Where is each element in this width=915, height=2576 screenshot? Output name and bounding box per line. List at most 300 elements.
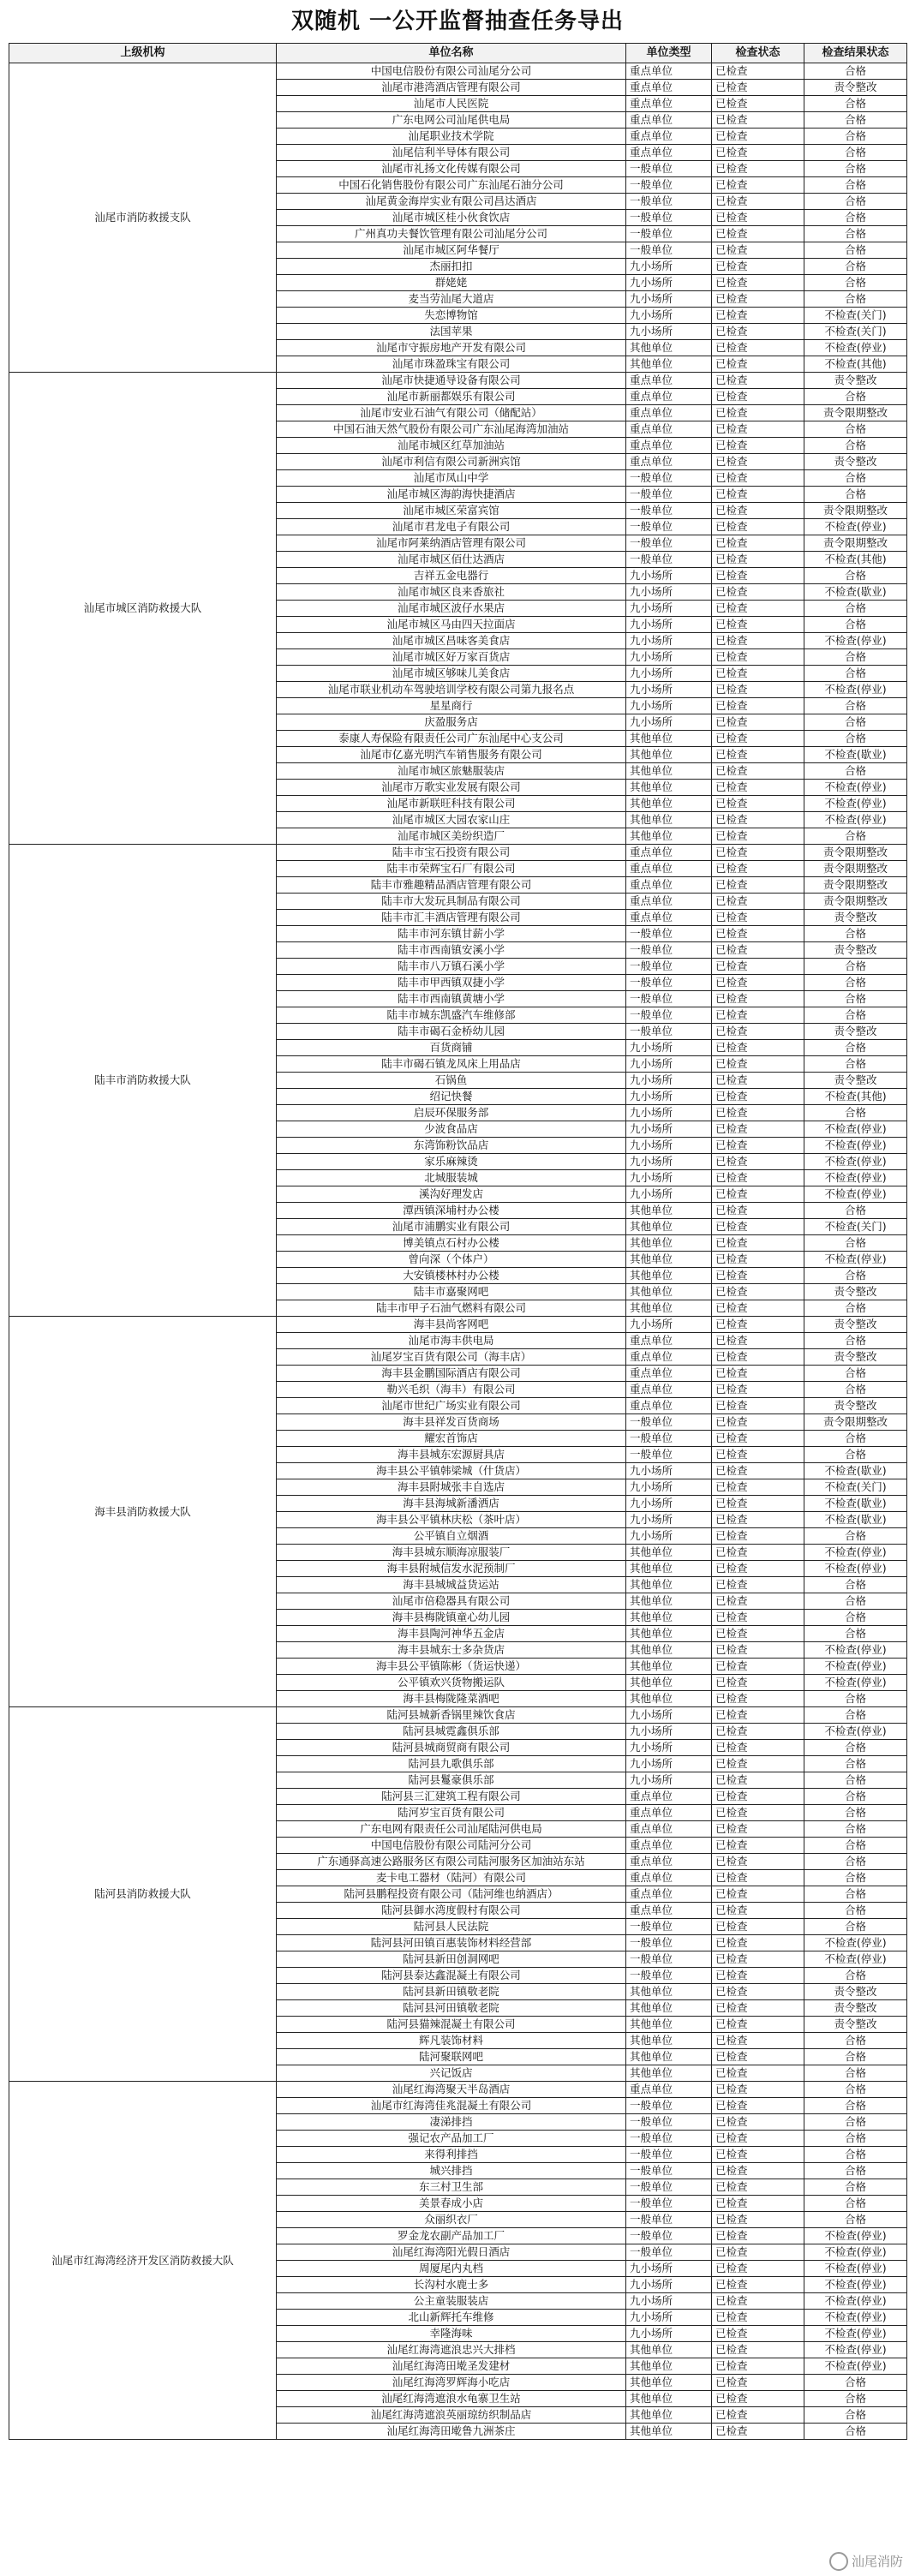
result-status-cell: 合格 xyxy=(804,129,907,145)
check-status-cell: 已检查 xyxy=(712,1317,804,1333)
unit-type-cell: 重点单位 xyxy=(626,1838,712,1854)
unit-type-cell: 一般单位 xyxy=(626,535,712,552)
unit-name-cell: 众丽织衣厂 xyxy=(277,2212,626,2228)
result-status-cell: 责令整改 xyxy=(804,1024,907,1040)
check-status-cell: 已检查 xyxy=(712,226,804,242)
result-status-cell: 不检查(停业) xyxy=(804,1545,907,1561)
unit-type-cell: 其他单位 xyxy=(626,812,712,828)
unit-type-cell: 九小场所 xyxy=(626,682,712,698)
unit-type-cell: 重点单位 xyxy=(626,63,712,80)
result-status-cell: 合格 xyxy=(804,2163,907,2179)
check-status-cell: 已检查 xyxy=(712,405,804,421)
result-status-cell: 合格 xyxy=(804,1919,907,1935)
result-status-cell: 合格 xyxy=(804,1056,907,1073)
unit-type-cell: 九小场所 xyxy=(626,1707,712,1724)
check-status-cell: 已检查 xyxy=(712,2326,804,2342)
unit-type-cell: 其他单位 xyxy=(626,2407,712,2424)
result-status-cell: 责令整改 xyxy=(804,1349,907,1366)
unit-type-cell: 九小场所 xyxy=(626,324,712,340)
check-status-cell: 已检查 xyxy=(712,1675,804,1691)
check-status-cell: 已检查 xyxy=(712,666,804,682)
unit-name-cell: 北城服装城 xyxy=(277,1170,626,1186)
check-status-cell: 已检查 xyxy=(712,584,804,601)
check-status-cell: 已检查 xyxy=(712,1561,804,1577)
unit-name-cell: 海丰县城东士多杂货店 xyxy=(277,1642,626,1659)
check-status-cell: 已检查 xyxy=(712,2391,804,2407)
result-status-cell: 合格 xyxy=(804,177,907,194)
table-row xyxy=(9,845,907,861)
unit-type-cell: 一般单位 xyxy=(626,1431,712,1447)
result-status-cell: 合格 xyxy=(804,568,907,584)
unit-name-cell: 潭西镇深埔村办公楼 xyxy=(277,1203,626,1219)
check-status-cell: 已检查 xyxy=(712,421,804,438)
unit-type-cell: 一般单位 xyxy=(626,942,712,959)
check-status-cell: 已检查 xyxy=(712,1577,804,1593)
result-status-cell: 不检查(停业) xyxy=(804,633,907,649)
unit-type-cell: 一般单位 xyxy=(626,2131,712,2147)
result-status-cell: 责令限期整改 xyxy=(804,535,907,552)
unit-type-cell: 其他单位 xyxy=(626,763,712,780)
result-status-cell: 合格 xyxy=(804,2131,907,2147)
result-status-cell: 合格 xyxy=(804,470,907,487)
unit-name-cell: 汕尾市万歌实业发展有限公司 xyxy=(277,780,626,796)
unit-name-cell: 星星商行 xyxy=(277,698,626,714)
result-status-cell: 合格 xyxy=(804,2212,907,2228)
result-status-cell: 不检查(停业) xyxy=(804,2277,907,2293)
unit-name-cell: 辉凡装饰材料 xyxy=(277,2033,626,2049)
check-status-cell: 已检查 xyxy=(712,1431,804,1447)
result-status-cell: 合格 xyxy=(804,487,907,503)
unit-name-cell: 海丰县城东顺海凉服装厂 xyxy=(277,1545,626,1561)
check-status-cell: 已检查 xyxy=(712,1284,804,1300)
unit-name-cell: 陆丰市大发玩具制品有限公司 xyxy=(277,894,626,910)
unit-name-cell: 汕尾市新丽都娱乐有限公司 xyxy=(277,389,626,405)
check-status-cell: 已检查 xyxy=(712,1772,804,1789)
result-status-cell: 合格 xyxy=(804,666,907,682)
unit-type-cell: 重点单位 xyxy=(626,112,712,129)
check-status-cell: 已检查 xyxy=(712,291,804,308)
check-status-cell: 已检查 xyxy=(712,96,804,112)
result-status-cell: 合格 xyxy=(804,1903,907,1919)
result-status-cell: 合格 xyxy=(804,1382,907,1398)
check-status-cell: 已检查 xyxy=(712,2358,804,2375)
unit-type-cell: 九小场所 xyxy=(626,1121,712,1138)
unit-type-cell: 重点单位 xyxy=(626,1366,712,1382)
check-status-cell: 已检查 xyxy=(712,275,804,291)
unit-name-cell: 汕尾市城区美纷织造厂 xyxy=(277,828,626,845)
check-status-cell: 已检查 xyxy=(712,877,804,894)
unit-name-cell: 陆河县鹏程投资有限公司（陆河维也纳酒店） xyxy=(277,1886,626,1903)
unit-name-cell: 陆丰市八万镇石溪小学 xyxy=(277,959,626,975)
check-status-cell: 已检查 xyxy=(712,2098,804,2114)
result-status-cell: 不检查(停业) xyxy=(804,1154,907,1170)
result-status-cell: 不检查(其他) xyxy=(804,552,907,568)
unit-type-cell: 一般单位 xyxy=(626,194,712,210)
unit-name-cell: 海丰县城东宏源厨具店 xyxy=(277,1447,626,1463)
unit-type-cell: 其他单位 xyxy=(626,2017,712,2033)
unit-name-cell: 罗金龙农副产品加工厂 xyxy=(277,2228,626,2244)
unit-type-cell: 重点单位 xyxy=(626,454,712,470)
unit-name-cell: 博美镇点石村办公楼 xyxy=(277,1235,626,1252)
unit-type-cell: 重点单位 xyxy=(626,910,712,926)
unit-name-cell: 汕尾市城区好万家百货店 xyxy=(277,649,626,666)
check-status-cell: 已检查 xyxy=(712,259,804,275)
result-status-cell: 合格 xyxy=(804,1593,907,1610)
task-table xyxy=(9,43,907,2440)
check-status-cell: 已检查 xyxy=(712,438,804,454)
check-status-cell: 已检查 xyxy=(712,1724,804,1740)
header-row xyxy=(9,44,907,63)
unit-name-cell: 海丰县附城信发水泥预制厂 xyxy=(277,1561,626,1577)
result-status-cell: 合格 xyxy=(804,1805,907,1821)
unit-name-cell: 汕尾市阿莱纳酒店管理有限公司 xyxy=(277,535,626,552)
unit-name-cell: 失恋博物馆 xyxy=(277,308,626,324)
unit-type-cell: 一般单位 xyxy=(626,242,712,259)
check-status-cell: 已检查 xyxy=(712,747,804,763)
result-status-cell: 合格 xyxy=(804,1821,907,1838)
unit-type-cell: 九小场所 xyxy=(626,1740,712,1756)
result-status-cell: 责令整改 xyxy=(804,80,907,96)
unit-name-cell: 陆丰市西南镇黄塘小学 xyxy=(277,991,626,1007)
result-status-cell: 合格 xyxy=(804,2407,907,2424)
result-status-cell: 责令整改 xyxy=(804,1398,907,1414)
check-status-cell: 已检查 xyxy=(712,2407,804,2424)
unit-type-cell: 九小场所 xyxy=(626,633,712,649)
unit-type-cell: 一般单位 xyxy=(626,2179,712,2196)
check-status-cell: 已检查 xyxy=(712,1626,804,1642)
check-status-cell: 已检查 xyxy=(712,1235,804,1252)
unit-name-cell: 东三村卫生部 xyxy=(277,2179,626,2196)
check-status-cell: 已检查 xyxy=(712,1024,804,1040)
unit-name-cell: 海丰县城城益货运站 xyxy=(277,1577,626,1593)
result-status-cell: 合格 xyxy=(804,242,907,259)
check-status-cell: 已检查 xyxy=(712,1040,804,1056)
unit-name-cell: 兴记饭店 xyxy=(277,2065,626,2082)
unit-type-cell: 其他单位 xyxy=(626,747,712,763)
unit-name-cell: 汕尾市新联旺科技有限公司 xyxy=(277,796,626,812)
unit-name-cell: 陆河县城新香锅里辣饮食店 xyxy=(277,1707,626,1724)
unit-type-cell: 重点单位 xyxy=(626,1349,712,1366)
unit-type-cell: 其他单位 xyxy=(626,2049,712,2065)
unit-name-cell: 陆河县城霓鑫俱乐部 xyxy=(277,1724,626,1740)
unit-name-cell: 陆丰市西南镇安溪小学 xyxy=(277,942,626,959)
check-status-cell: 已检查 xyxy=(712,308,804,324)
check-status-cell: 已检查 xyxy=(712,112,804,129)
result-status-cell: 合格 xyxy=(804,828,907,845)
check-status-cell: 已检查 xyxy=(712,519,804,535)
unit-name-cell: 陆河县人民法院 xyxy=(277,1919,626,1935)
unit-type-cell: 重点单位 xyxy=(626,96,712,112)
check-status-cell: 已检查 xyxy=(712,2212,804,2228)
result-status-cell: 不检查(停业) xyxy=(804,1138,907,1154)
unit-type-cell: 重点单位 xyxy=(626,845,712,861)
unit-name-cell: 陆丰市嘉聚网吧 xyxy=(277,1284,626,1300)
unit-name-cell: 陆河县鬘豪俱乐部 xyxy=(277,1772,626,1789)
check-status-cell: 已检查 xyxy=(712,861,804,877)
unit-name-cell: 群姥姥 xyxy=(277,275,626,291)
unit-type-cell: 重点单位 xyxy=(626,1789,712,1805)
check-status-cell: 已检查 xyxy=(712,1545,804,1561)
unit-name-cell: 北山新辉托车维修 xyxy=(277,2310,626,2326)
unit-type-cell: 一般单位 xyxy=(626,1951,712,1968)
unit-type-cell: 重点单位 xyxy=(626,1333,712,1349)
result-status-cell: 合格 xyxy=(804,2098,907,2114)
unit-name-cell: 汕尾市红海湾佳兆混凝土有限公司 xyxy=(277,2098,626,2114)
check-status-cell: 已检查 xyxy=(712,1886,804,1903)
check-status-cell: 已检查 xyxy=(712,845,804,861)
check-status-cell: 已检查 xyxy=(712,2277,804,2293)
unit-name-cell: 海丰县金鹏国际酒店有限公司 xyxy=(277,1366,626,1382)
result-status-cell: 不检查(停业) xyxy=(804,519,907,535)
check-status-cell: 已检查 xyxy=(712,617,804,633)
unit-name-cell: 汕尾市城区桂小伙食饮店 xyxy=(277,210,626,226)
unit-type-cell: 其他单位 xyxy=(626,340,712,356)
unit-name-cell: 海丰县祥发百货商场 xyxy=(277,1414,626,1431)
check-status-cell: 已检查 xyxy=(712,1512,804,1528)
unit-type-cell: 一般单位 xyxy=(626,1919,712,1935)
check-status-cell: 已检查 xyxy=(712,1756,804,1772)
unit-type-cell: 一般单位 xyxy=(626,161,712,177)
unit-type-cell: 九小场所 xyxy=(626,1170,712,1186)
result-status-cell: 合格 xyxy=(804,1707,907,1724)
unit-type-cell: 其他单位 xyxy=(626,796,712,812)
unit-name-cell: 海丰县尚客网吧 xyxy=(277,1317,626,1333)
check-status-cell: 已检查 xyxy=(712,2342,804,2358)
check-status-cell: 已检查 xyxy=(712,2424,804,2440)
result-status-cell: 不检查(停业) xyxy=(804,2326,907,2342)
unit-name-cell: 法国苹果 xyxy=(277,324,626,340)
result-status-cell: 合格 xyxy=(804,1577,907,1593)
result-status-cell: 不检查(停业) xyxy=(804,2293,907,2310)
unit-type-cell: 九小场所 xyxy=(626,1138,712,1154)
unit-type-cell: 一般单位 xyxy=(626,1414,712,1431)
result-status-cell: 责令整改 xyxy=(804,1317,907,1333)
result-status-cell: 责令限期整改 xyxy=(804,405,907,421)
unit-type-cell: 一般单位 xyxy=(626,1024,712,1040)
result-status-cell: 不检查(停业) xyxy=(804,2228,907,2244)
unit-type-cell: 九小场所 xyxy=(626,568,712,584)
check-status-cell: 已检查 xyxy=(712,2375,804,2391)
result-status-cell: 合格 xyxy=(804,210,907,226)
check-status-cell: 已检查 xyxy=(712,2163,804,2179)
unit-name-cell: 汕尾红海湾遮浪英丽琼纺织制品店 xyxy=(277,2407,626,2424)
result-status-cell: 合格 xyxy=(804,389,907,405)
unit-type-cell: 其他单位 xyxy=(626,1593,712,1610)
result-status-cell: 合格 xyxy=(804,714,907,731)
unit-name-cell: 麦当劳汕尾大道店 xyxy=(277,291,626,308)
result-status-cell: 不检查(停业) xyxy=(804,1561,907,1577)
check-status-cell: 已检查 xyxy=(712,2310,804,2326)
unit-type-cell: 其他单位 xyxy=(626,1203,712,1219)
parent-org-cell: 汕尾市消防救援支队 xyxy=(9,63,277,373)
unit-name-cell: 汕尾市城区马由四天拉面店 xyxy=(277,617,626,633)
result-status-cell: 责令限期整改 xyxy=(804,894,907,910)
unit-type-cell: 一般单位 xyxy=(626,2244,712,2261)
unit-name-cell: 汕尾市快捷通导设备有限公司 xyxy=(277,373,626,389)
check-status-cell: 已检查 xyxy=(712,1349,804,1366)
result-status-cell: 责令整改 xyxy=(804,1984,907,2000)
table-row xyxy=(9,1707,907,1724)
watermark-text: 汕尾消防 xyxy=(851,2553,903,2569)
unit-type-cell: 其他单位 xyxy=(626,1235,712,1252)
unit-type-cell: 九小场所 xyxy=(626,1528,712,1545)
unit-name-cell: 周厦尾内丸档 xyxy=(277,2261,626,2277)
unit-name-cell: 汕尾信利半导体有限公司 xyxy=(277,145,626,161)
unit-type-cell: 重点单位 xyxy=(626,1805,712,1821)
unit-name-cell: 陆丰市甲子石油气燃料有限公司 xyxy=(277,1300,626,1317)
result-status-cell: 责令整改 xyxy=(804,1073,907,1089)
unit-type-cell: 九小场所 xyxy=(626,1056,712,1073)
check-status-cell: 已检查 xyxy=(712,1073,804,1089)
check-status-cell: 已检查 xyxy=(712,2196,804,2212)
result-status-cell: 合格 xyxy=(804,438,907,454)
check-status-cell: 已检查 xyxy=(712,2244,804,2261)
check-status-cell: 已检查 xyxy=(712,1138,804,1154)
wechat-logo-icon xyxy=(829,2552,848,2571)
check-status-cell: 已检查 xyxy=(712,1170,804,1186)
result-status-cell: 合格 xyxy=(804,1528,907,1545)
result-status-cell: 合格 xyxy=(804,2049,907,2065)
result-status-cell: 不检查(其他) xyxy=(804,356,907,373)
unit-name-cell: 汕尾市利信有限公司新洲宾馆 xyxy=(277,454,626,470)
check-status-cell: 已检查 xyxy=(712,1382,804,1398)
result-status-cell: 责令限期整改 xyxy=(804,503,907,519)
unit-type-cell: 九小场所 xyxy=(626,1073,712,1089)
result-status-cell: 责令整改 xyxy=(804,454,907,470)
parent-org-cell: 陆河县消防救援大队 xyxy=(9,1707,277,2082)
unit-name-cell: 陆河岁宝百货有限公司 xyxy=(277,1805,626,1821)
check-status-cell: 已检查 xyxy=(712,2000,804,2017)
result-status-cell: 合格 xyxy=(804,2375,907,2391)
result-status-cell: 不检查(其他) xyxy=(804,1089,907,1105)
result-status-cell: 不检查(停业) xyxy=(804,1935,907,1951)
unit-type-cell: 其他单位 xyxy=(626,1675,712,1691)
result-status-cell: 不检查(停业) xyxy=(804,1642,907,1659)
result-status-cell: 合格 xyxy=(804,2033,907,2049)
result-status-cell: 不检查(停业) xyxy=(804,1675,907,1691)
check-status-cell: 已检查 xyxy=(712,2082,804,2098)
result-status-cell: 责令整改 xyxy=(804,1284,907,1300)
unit-type-cell: 一般单位 xyxy=(626,1447,712,1463)
unit-name-cell: 海丰县公平镇林庆松（茶叶店） xyxy=(277,1512,626,1528)
result-status-cell: 合格 xyxy=(804,1740,907,1756)
unit-name-cell: 吉祥五金电器行 xyxy=(277,568,626,584)
unit-name-cell: 中国石化销售股份有限公司广东汕尾石油分公司 xyxy=(277,177,626,194)
unit-name-cell: 海丰县海城新潘洒店 xyxy=(277,1496,626,1512)
result-status-cell: 合格 xyxy=(804,275,907,291)
unit-type-cell: 其他单位 xyxy=(626,1984,712,2000)
unit-name-cell: 中国电信股份有限公司陆河分公司 xyxy=(277,1838,626,1854)
result-status-cell: 合格 xyxy=(804,617,907,633)
check-status-cell: 已检查 xyxy=(712,145,804,161)
unit-name-cell: 陆河县泰达鑫混凝土有限公司 xyxy=(277,1968,626,1984)
check-status-cell: 已检查 xyxy=(712,601,804,617)
unit-type-cell: 其他单位 xyxy=(626,1300,712,1317)
unit-name-cell: 汕尾市亿嘉光明汽车销售服务有限公司 xyxy=(277,747,626,763)
check-status-cell: 已检查 xyxy=(712,1089,804,1105)
unit-type-cell: 其他单位 xyxy=(626,2358,712,2375)
result-status-cell: 合格 xyxy=(804,1203,907,1219)
check-status-cell: 已检查 xyxy=(712,242,804,259)
unit-name-cell: 海丰县梅陇隆菜酒吧 xyxy=(277,1691,626,1707)
unit-type-cell: 九小场所 xyxy=(626,714,712,731)
result-status-cell: 合格 xyxy=(804,194,907,210)
unit-type-cell: 一般单位 xyxy=(626,1007,712,1024)
check-status-cell: 已检查 xyxy=(712,828,804,845)
result-status-cell: 合格 xyxy=(804,1366,907,1382)
unit-name-cell: 汕尾红海湾遮浪水龟寨卫生站 xyxy=(277,2391,626,2407)
unit-name-cell: 公主童装服装店 xyxy=(277,2293,626,2310)
unit-type-cell: 其他单位 xyxy=(626,2033,712,2049)
result-status-cell: 合格 xyxy=(804,1007,907,1024)
unit-name-cell: 汕尾市城区海韵海快捷酒店 xyxy=(277,487,626,503)
unit-name-cell: 陆丰市碣石镇龙凤床上用品店 xyxy=(277,1056,626,1073)
check-status-cell: 已检查 xyxy=(712,2147,804,2163)
unit-type-cell: 九小场所 xyxy=(626,698,712,714)
result-status-cell: 合格 xyxy=(804,161,907,177)
result-status-cell: 不检查(歇业) xyxy=(804,1496,907,1512)
check-status-cell: 已检查 xyxy=(712,942,804,959)
unit-name-cell: 海丰县公平镇韩梁城（什货店） xyxy=(277,1463,626,1479)
column-header-result-status: 检查结果状态 xyxy=(804,44,907,63)
result-status-cell: 合格 xyxy=(804,2179,907,2196)
result-status-cell: 不检查(停业) xyxy=(804,1659,907,1675)
unit-name-cell: 汕尾市城区大园农家山庄 xyxy=(277,812,626,828)
unit-type-cell: 重点单位 xyxy=(626,1870,712,1886)
unit-name-cell: 汕尾市城区够味儿美食店 xyxy=(277,666,626,682)
unit-name-cell: 汕尾市礼扬文化传媒有限公司 xyxy=(277,161,626,177)
check-status-cell: 已检查 xyxy=(712,373,804,389)
result-status-cell: 合格 xyxy=(804,1756,907,1772)
check-status-cell: 已检查 xyxy=(712,1252,804,1268)
unit-type-cell: 重点单位 xyxy=(626,1903,712,1919)
unit-name-cell: 汕尾市海丰供电局 xyxy=(277,1333,626,1349)
unit-type-cell: 一般单位 xyxy=(626,975,712,991)
result-status-cell: 合格 xyxy=(804,1886,907,1903)
check-status-cell: 已检查 xyxy=(712,389,804,405)
table-row xyxy=(9,63,907,80)
result-status-cell: 合格 xyxy=(804,1838,907,1854)
unit-type-cell: 九小场所 xyxy=(626,275,712,291)
result-status-cell: 合格 xyxy=(804,1040,907,1056)
unit-type-cell: 重点单位 xyxy=(626,389,712,405)
result-status-cell: 不检查(停业) xyxy=(804,1186,907,1203)
check-status-cell: 已检查 xyxy=(712,1919,804,1935)
unit-name-cell: 陆河县河田镇百惠装饰材料经营部 xyxy=(277,1935,626,1951)
unit-type-cell: 一般单位 xyxy=(626,1935,712,1951)
result-status-cell: 合格 xyxy=(804,2424,907,2440)
unit-name-cell: 陆丰市碣石金桥幼儿园 xyxy=(277,1024,626,1040)
check-status-cell: 已检查 xyxy=(712,1838,804,1854)
check-status-cell: 已检查 xyxy=(712,2228,804,2244)
unit-name-cell: 耀宏首饰店 xyxy=(277,1431,626,1447)
check-status-cell: 已检查 xyxy=(712,324,804,340)
result-status-cell: 合格 xyxy=(804,421,907,438)
unit-type-cell: 一般单位 xyxy=(626,1968,712,1984)
result-status-cell: 责令限期整改 xyxy=(804,877,907,894)
unit-name-cell: 汕尾市联业机动车驾驶培训学校有限公司第九报名点 xyxy=(277,682,626,698)
result-status-cell: 责令整改 xyxy=(804,373,907,389)
parent-org-cell: 海丰县消防救援大队 xyxy=(9,1317,277,1707)
check-status-cell: 已检查 xyxy=(712,975,804,991)
unit-type-cell: 一般单位 xyxy=(626,2196,712,2212)
unit-name-cell: 汕尾市世纪广场实业有限公司 xyxy=(277,1398,626,1414)
unit-type-cell: 其他单位 xyxy=(626,2065,712,2082)
unit-type-cell: 其他单位 xyxy=(626,2424,712,2440)
unit-type-cell: 其他单位 xyxy=(626,1268,712,1284)
unit-name-cell: 汕尾市港湾酒店管理有限公司 xyxy=(277,80,626,96)
unit-name-cell: 绍记快餐 xyxy=(277,1089,626,1105)
